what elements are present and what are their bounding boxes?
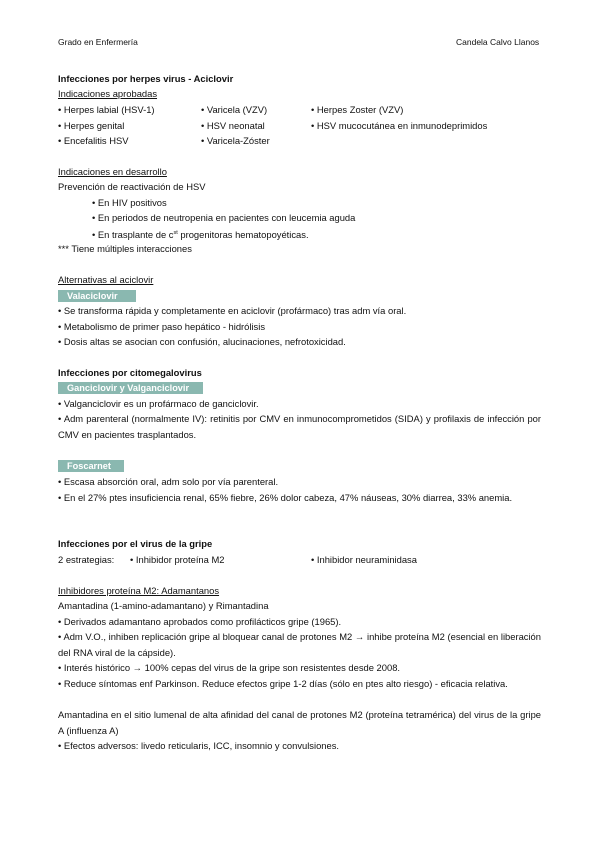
list-item: • Varicela-Zóster xyxy=(201,135,270,146)
list-item-text: • En trasplante de c xyxy=(92,229,174,241)
m2-heading: Inhibidores proteína M2: Adamantanos xyxy=(58,585,220,596)
list-item: • Adm parenteral (normalmente IV): retinitis por CMV en inmunocomprometidos (SIDA) y profilaxis de infección por CMV en pacientes trasplantados. xyxy=(58,413,541,440)
list-item: • HSV mucocutánea en inmunodeprimidos xyxy=(311,120,488,131)
list-item: • Se transforma rápida y completamente en aciclovir (profármaco) tras adm vía oral. xyxy=(58,305,407,316)
approved-heading: Indicaciones aprobadas xyxy=(58,88,158,99)
flu-section-title: Infecciones por el virus de la gripe xyxy=(58,538,213,549)
list-item: • Valganciclovir es un profármaco de ganciclovir. xyxy=(58,398,259,409)
list-item: • Adm V.O., inhiben replicación gripe al bloquear canal de protones M2 → inhibe proteína M2 (esencial en liberación del RNA viral de la cápside). xyxy=(58,631,541,658)
ganciclovir-tag: Ganciclovir y Valganciclovir xyxy=(58,382,203,394)
alternatives-heading: Alternativas al aciclovir xyxy=(58,274,154,285)
list-item: • Varicela (VZV) xyxy=(201,104,268,115)
list-item: • En periodos de neutropenia en pacientes con leucemia aguda xyxy=(92,212,356,223)
list-item-text: progenitoras hematopoyéticas. xyxy=(180,229,309,241)
development-heading: Indicaciones en desarrollo xyxy=(58,166,167,177)
list-item: • Reduce síntomas enf Parkinson. Reduce efectos gripe 1-2 días (sólo en ptes alto riesgo) - eficacia relativa. xyxy=(58,678,508,689)
list-item: • Escasa absorción oral, adm solo por vía parenteral. xyxy=(58,476,279,487)
herpes-section-title: Infecciones por herpes virus - Aciclovir xyxy=(58,73,234,84)
list-item: • Interés histórico → 100% cepas del virus de la gripe son resistentes desde 2008. xyxy=(58,662,401,673)
m2-intro: Amantadina (1-amino-adamantano) y Rimantadina xyxy=(58,600,269,611)
list-item: • Herpes genital xyxy=(58,120,125,131)
header-author: Candela Calvo Llanos xyxy=(456,37,540,47)
cmv-section-title: Infecciones por citomegalovirus xyxy=(58,367,202,378)
foscarnet-tag: Foscarnet xyxy=(58,460,124,472)
list-item: • Herpes Zoster (VZV) xyxy=(311,104,404,115)
valaciclovir-tag: Valaciclovir xyxy=(58,290,136,302)
list-item: • En el 27% ptes insuficiencia renal, 65% fiebre, 26% dolor cabeza, 47% náuseas, 30% diarrea, 33% anemia. xyxy=(58,492,513,503)
strategies-label: 2 estrategias: xyxy=(58,554,115,565)
superscript: st xyxy=(173,230,178,236)
list-item: • Inhibidor neuraminidasa xyxy=(311,554,417,565)
list-item: • Derivados adamantano aprobados como profilácticos gripe (1965). xyxy=(58,616,342,627)
list-item: • Encefalitis HSV xyxy=(58,135,129,146)
list-item: • Inhibidor proteína M2 xyxy=(130,554,225,565)
header-course: Grado en Enfermería xyxy=(58,37,138,47)
list-item: • Metabolismo de primer paso hepático - hidrólisis xyxy=(58,321,266,332)
list-item: • Dosis altas se asocian con confusión, alucinaciones, nefrotoxicidad. xyxy=(58,336,346,347)
list-item: • HSV neonatal xyxy=(201,120,265,131)
list-item: • En HIV positivos xyxy=(92,197,167,208)
list-item: • Herpes labial (HSV-1) xyxy=(58,104,155,115)
list-item xyxy=(92,227,309,241)
interactions-note: *** Tiene múltiples interacciones xyxy=(58,243,192,254)
amantadine-paragraph: Amantadina en el sitio lumenal de alta afinidad del canal de protones M2 (proteína tetramérica) del virus de la gripe A (influenza A) xyxy=(58,709,541,736)
development-intro: Prevención de reactivación de HSV xyxy=(58,181,206,192)
list-item: • Efectos adversos: livedo reticularis, ICC, insomnio y convulsiones. xyxy=(58,740,340,751)
